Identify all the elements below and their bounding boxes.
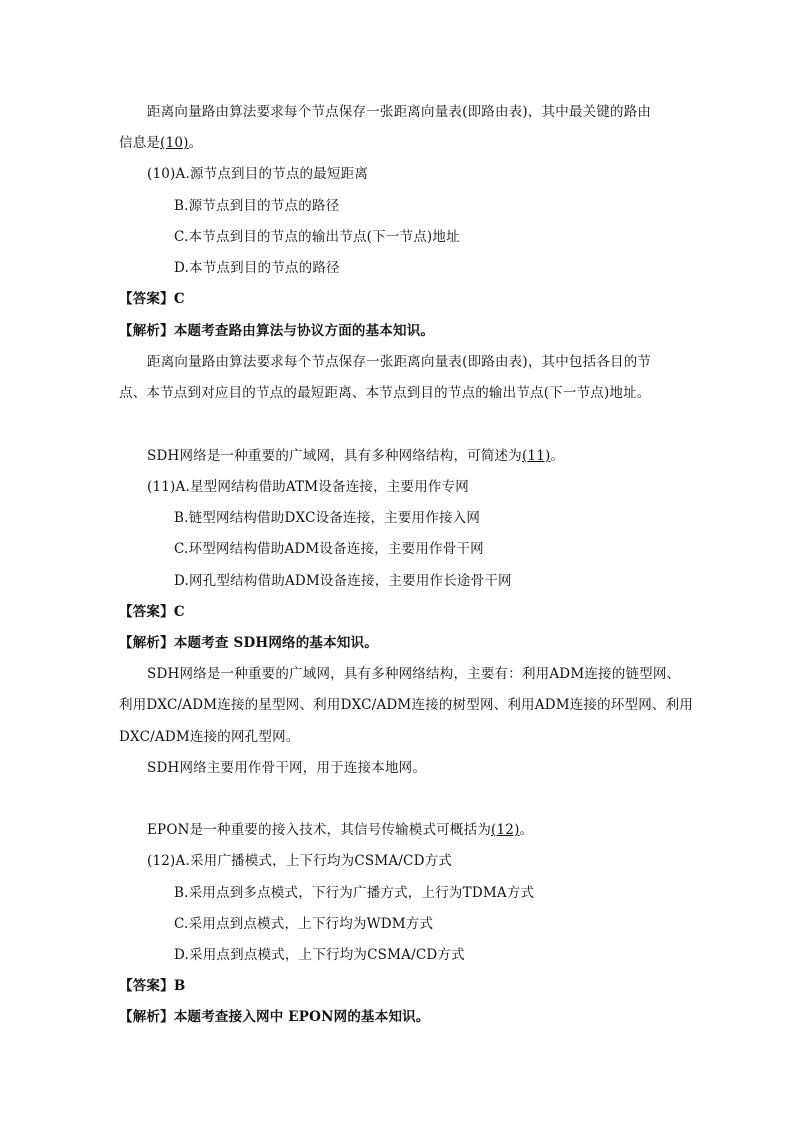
q12-analysis-heading [119, 1007, 430, 1027]
q12-analysis-label: 【解析】 [119, 1009, 174, 1025]
q10-option-d: D.本节点到目的节点的路径 [174, 260, 340, 276]
q12-option-b: B.采用点到多点模式，下行为广播方式，上行为TDMA方式 [174, 885, 535, 901]
q12-stem-suffix: 。 [519, 822, 534, 838]
q12-stem [147, 820, 533, 840]
q12-answer-value: B [173, 978, 186, 994]
q10-analysis-label: 【解析】 [119, 323, 174, 339]
q12-option-d: D.采用点到点模式，上下行均为CSMA/CD方式 [174, 947, 465, 963]
q11-analysis-title: 本题考查 SDH网络的基本知识。 [173, 635, 378, 651]
q12-stem-prefix: EPON是一种重要的接入技术，其信号传输模式可概括为 [147, 822, 492, 838]
q10-analysis-line1: 距离向量路由算法要求每个节点保存一张距离向量表(即路由表)，其中包括各目的节 [147, 354, 652, 370]
q12-option-c: C.采用点到点模式，上下行均为WDM方式 [174, 916, 434, 932]
q11-blank: (11) [521, 448, 551, 464]
q11-analysis-label: 【解析】 [119, 635, 174, 651]
q10-analysis-line2: 点、本节点到对应目的节点的最短距离、本节点到目的节点的输出节点(下一节点)地址。 [119, 385, 651, 401]
q10-stem-line2 [119, 133, 202, 153]
q10-answer-label: 【答案】 [119, 291, 174, 307]
q11-analysis-line4: SDH网络主要用作骨干网，用于连接本地网。 [147, 760, 427, 776]
q10-stem-suffix: 。 [188, 135, 203, 151]
q12-option-a: (12)A.采用广播模式，上下行均为CSMA/CD方式 [147, 853, 453, 869]
q10-option-b: B.源节点到目的节点的路径 [174, 198, 340, 214]
q11-option-a: (11)A.星型网结构借助ATM设备连接，主要用作专网 [147, 479, 469, 495]
q10-answer-value: C [173, 291, 185, 307]
q11-answer-label: 【答案】 [119, 604, 174, 620]
q12-analysis-title: 本题考查接入网中 EPON网的基本知识。 [173, 1009, 430, 1025]
q11-analysis-line2: 利用DXC/ADM连接的星型网、利用DXC/ADM连接的树型网、利用ADM连接的环型网、利用 [119, 697, 694, 713]
q11-analysis-line1: SDH网络是一种重要的广域网，具有多种网络结构，主要有：利用ADM连接的链型网、 [147, 666, 681, 682]
q12-answer [119, 976, 185, 996]
q10-analysis-title: 本题考查路由算法与协议方面的基本知识。 [173, 323, 435, 339]
q12-blank: (12) [491, 822, 520, 838]
q11-option-c: C.环型网结构借助ADM设备连接，主要用作骨干网 [174, 541, 484, 557]
q10-option-c: C.本节点到目的节点的输出节点(下一节点)地址 [174, 229, 460, 245]
q11-option-b: B.链型网结构借助DXC设备连接，主要用作接入网 [174, 510, 481, 526]
q10-stem-prefix: 信息是 [119, 135, 161, 151]
q11-stem-suffix: 。 [550, 448, 565, 464]
q10-stem-line1: 距离向量路由算法要求每个节点保存一张距离向量表(即路由表)，其中最关键的路由 [147, 104, 652, 120]
q11-option-d: D.网孔型结构借助ADM设备连接，主要用作长途骨干网 [174, 573, 512, 589]
q11-analysis-heading [119, 633, 378, 653]
q11-answer-value: C [173, 604, 185, 620]
q10-option-a: (10)A.源节点到目的节点的最短距离 [147, 166, 369, 182]
q11-answer [119, 602, 185, 622]
q10-answer [119, 289, 185, 309]
q12-answer-label: 【答案】 [119, 978, 174, 994]
q10-blank: (10) [160, 135, 189, 151]
q10-analysis-heading [119, 321, 434, 341]
q11-stem [147, 446, 564, 466]
q11-analysis-line3: DXC/ADM连接的网孔型网。 [119, 729, 300, 745]
q11-stem-prefix: SDH网络是一种重要的广域网，具有多种网络结构，可简述为 [147, 448, 522, 464]
